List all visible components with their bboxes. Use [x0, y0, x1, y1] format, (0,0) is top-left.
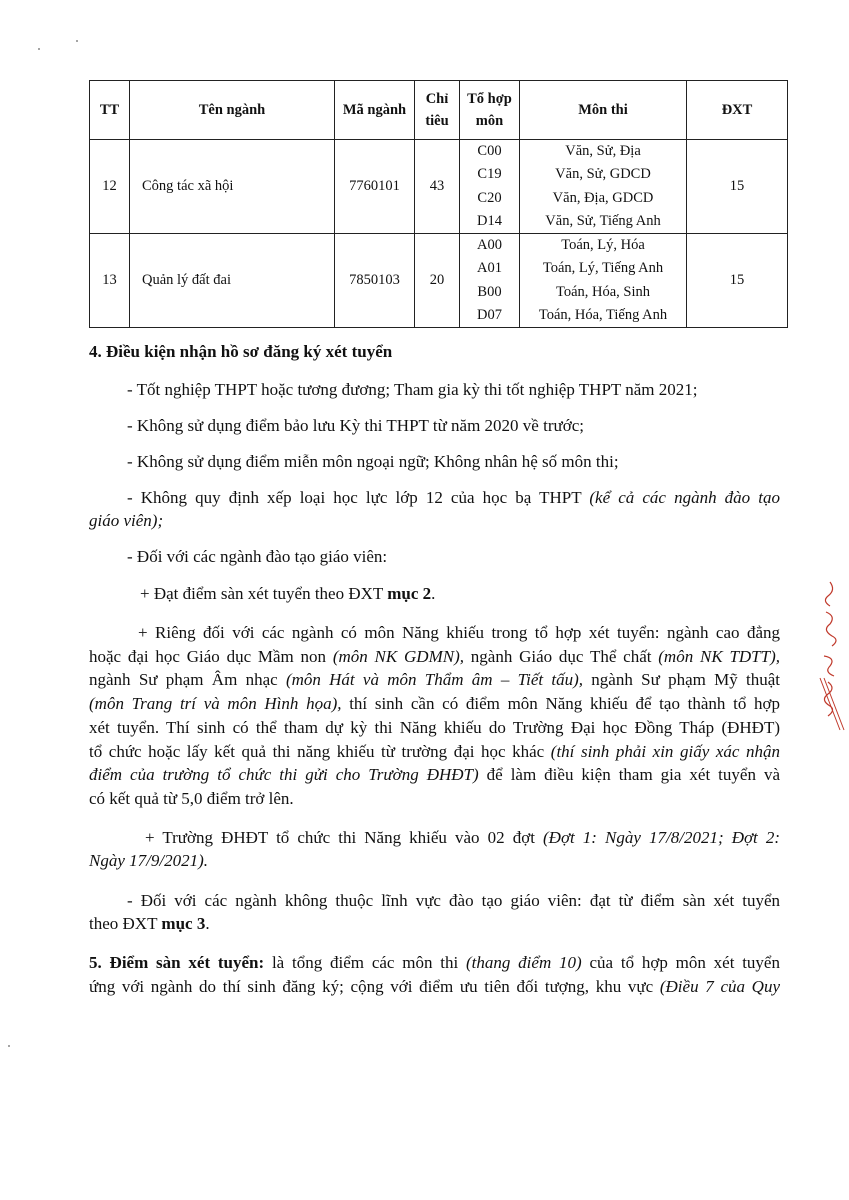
text-run: tổ chức hoặc lấy kết quả thi năng khiếu từ trường đại học khác	[89, 742, 551, 761]
text-run: (môn Hát và môn Thẩm âm – Tiết tấu),	[285, 670, 584, 689]
text-run: (môn NK GDMN),	[332, 647, 464, 666]
paragraph: - Không sử dụng điểm bảo lưu Kỳ thi THPT từ năm 2020 về trước;	[127, 416, 584, 435]
text-run: (kể cả các ngành đào tạo	[589, 488, 780, 507]
cell-mon-thi	[520, 234, 687, 328]
text-run: (thí sinh phải xin giấy xác nhận	[550, 742, 780, 761]
text-run: (Đợt 1: Ngày 17/8/2021; Đợt 2:	[543, 828, 780, 847]
paragraph: - Tốt nghiệp THPT hoặc tương đương; Tham gia kỳ thi tốt nghiệp THPT năm 2021;	[127, 380, 698, 399]
paragraph: giáo viên);	[89, 511, 164, 530]
to-hop-code: C00	[477, 143, 502, 160]
paragraph-line: + Riêng đối với các ngành có môn Năng khiếu trong tổ hợp xét tuyển: ngành cao đẳng	[138, 623, 780, 642]
to-hop-code: D07	[477, 306, 502, 323]
header-chi-tieu-line2: tiêu	[425, 113, 449, 129]
cell-dxt: 15	[687, 140, 788, 234]
text-run: hoặc đại học Giáo dục Mầm non	[89, 647, 333, 666]
mon-thi-item: Toán, Lý, Tiếng Anh	[542, 260, 664, 277]
handwritten-signature-mark	[810, 578, 849, 738]
text-run: - Không quy định xếp loại học lực lớp 12 của học bạ THPT	[127, 488, 590, 507]
admission-table	[89, 80, 788, 328]
paragraph-line	[89, 740, 780, 763]
text-run: .	[205, 914, 210, 933]
paragraph: - Đối với các ngành đào tạo giáo viên:	[127, 547, 388, 566]
cell-ten-nganh: Quản lý đất đai	[130, 234, 335, 328]
paragraph	[140, 582, 435, 605]
scan-speck	[8, 1045, 10, 1047]
table-header-row	[90, 81, 788, 140]
header-ma-nganh: Mã ngành	[335, 81, 415, 140]
header-chi-tieu	[415, 81, 460, 140]
text-run: điểm của trường tổ chức thi gửi cho Trường ĐHĐT)	[89, 765, 479, 784]
header-dxt: ĐXT	[687, 81, 788, 140]
paragraph-line: xét tuyển. Thí sinh có thể tham dự kỳ thi Năng khiếu do Trường Đại học Đồng Tháp (ĐHĐT)	[89, 718, 780, 737]
to-hop-code: C19	[477, 166, 502, 183]
cell-dxt: 15	[687, 234, 788, 328]
header-ten-nganh: Tên ngành	[130, 81, 335, 140]
text-run: (môn Trang trí và môn Hình họa),	[89, 694, 342, 713]
paragraph-line: có kết quả từ 5,0 điểm trở lên.	[89, 789, 294, 808]
paragraph-line: - Đối với các ngành không thuộc lĩnh vực đào tạo giáo viên: đạt từ điểm sàn xét tuyển	[127, 891, 780, 910]
paragraph-line: Ngày 17/9/2021).	[89, 851, 208, 870]
header-to-hop-line2: môn	[475, 113, 504, 129]
text-run: (Điều 7 của Quy	[659, 977, 781, 996]
text-run: (thang điểm 10)	[466, 953, 582, 972]
to-hop-code: A01	[477, 260, 502, 277]
mon-thi-item: Toán, Hóa, Sinh	[555, 283, 651, 300]
paragraph-line	[89, 645, 780, 668]
text-run: theo ĐXT	[89, 914, 162, 933]
cell-chi-tieu: 43	[415, 140, 460, 234]
paragraph-line	[89, 668, 780, 691]
text-run: của tổ hợp môn xét tuyển	[581, 953, 780, 972]
paragraph-line	[89, 692, 780, 715]
text-run: mục 2	[387, 584, 432, 603]
section5-line	[89, 975, 780, 998]
section5-line	[89, 951, 780, 974]
to-hop-code: B00	[477, 283, 502, 300]
paragraph: - Không sử dụng điểm miễn môn ngoại ngữ; Không nhân hệ số môn thi;	[127, 452, 619, 471]
header-mon-thi: Môn thi	[520, 81, 687, 140]
to-hop-code: D14	[477, 212, 502, 229]
paragraph-line	[89, 763, 780, 786]
text-run: ngành Sư phạm Mỹ thuật	[583, 670, 780, 689]
header-to-hop	[460, 81, 520, 140]
paragraph-line	[89, 912, 210, 935]
cell-mon-thi	[520, 140, 687, 234]
cell-to-hop	[460, 234, 520, 328]
cell-to-hop	[460, 140, 520, 234]
table-row	[90, 234, 788, 328]
section4-heading: 4. Điều kiện nhận hồ sơ đăng ký xét tuyển	[89, 342, 393, 361]
cell-ma-nganh: 7850103	[335, 234, 415, 328]
mon-thi-item: Văn, Sử, Địa	[565, 143, 641, 160]
cell-ma-nganh: 7760101	[335, 140, 415, 234]
cell-ten-nganh: Công tác xã hội	[130, 140, 335, 234]
scan-speck	[38, 48, 40, 50]
table-row	[90, 140, 788, 234]
text-run: (môn NK TDTT),	[658, 647, 780, 666]
to-hop-code: C20	[477, 189, 502, 206]
scan-speck	[76, 40, 78, 42]
paragraph	[127, 486, 780, 509]
mon-thi-item: Toán, Hóa, Tiếng Anh	[538, 306, 668, 323]
mon-thi-item: Văn, Địa, GDCD	[552, 189, 654, 206]
text-run: + Đạt điểm sàn xét tuyển theo ĐXT	[140, 584, 388, 603]
text-run: + Trường ĐHĐT tổ chức thi Năng khiếu vào 02 đợt	[145, 828, 543, 847]
header-to-hop-line1: Tổ hợp	[467, 91, 512, 107]
text-run: để làm điều kiện tham gia xét tuyển và	[478, 765, 780, 784]
text-run: mục 3	[161, 914, 206, 933]
mon-thi-item: Toán, Lý, Hóa	[561, 237, 645, 254]
section5-heading: 5. Điểm sàn xét tuyển:	[89, 953, 265, 972]
paragraph-line	[145, 826, 780, 849]
text-run: .	[431, 584, 436, 603]
header-tt: TT	[90, 81, 130, 140]
text-run: là tổng điểm các môn thi	[264, 953, 466, 972]
mon-thi-item: Văn, Sử, GDCD	[555, 166, 651, 183]
mon-thi-item: Văn, Sử, Tiếng Anh	[545, 212, 661, 229]
text-run: ứng với ngành do thí sinh đăng ký; cộng với điểm ưu tiên đối tượng, khu vực	[89, 977, 660, 996]
text-run: ngành Giáo dục Thể chất	[464, 647, 659, 666]
cell-chi-tieu: 20	[415, 234, 460, 328]
header-chi-tieu-line1: Chỉ	[425, 91, 449, 107]
text-run: thí sinh cần có điểm môn Năng khiếu để tạo thành tổ hợp	[341, 694, 780, 713]
text-run: ngành Sư phạm Âm nhạc	[89, 670, 286, 689]
cell-tt: 12	[90, 140, 130, 234]
to-hop-code: A00	[477, 237, 502, 254]
cell-tt: 13	[90, 234, 130, 328]
